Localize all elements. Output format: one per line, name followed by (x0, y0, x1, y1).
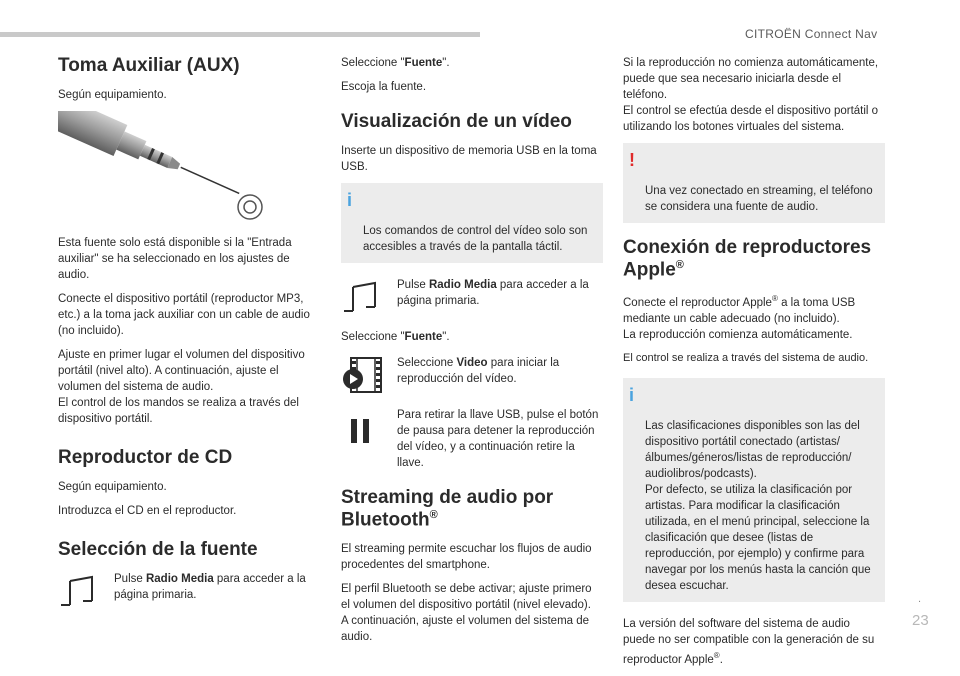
source-title: Selección de la fuente (58, 538, 258, 560)
column-2 (341, 55, 603, 653)
page-dot: . (918, 593, 922, 605)
bluetooth-paragraph-2: El perfil Bluetooth se debe activar; ajuste primero el volumen del dispositivo portátil (nivel elevado). A continuación, ajuste el volumen del sistema de audio. (341, 582, 592, 643)
pause-icon (341, 415, 385, 455)
cd-equipment: Según equipamiento. (58, 480, 167, 493)
cd-title: Reproductor de CD (58, 446, 233, 468)
aux-jack-illustration (58, 111, 268, 221)
page-number: 23 (912, 612, 929, 629)
apple-paragraph-2: El control se realiza a través del sistema de audio. (623, 351, 869, 364)
aux-paragraph-2: Conecte el dispositivo portátil (reproductor MP3, etc.) a la toma jack auxiliar con un cable de audio (no incluido). (58, 292, 310, 337)
column-1 (58, 55, 320, 623)
music-note-icon (58, 571, 102, 611)
header-bar (0, 32, 480, 37)
cd-paragraph: Introduzca el CD en el reproductor. (58, 504, 237, 517)
streaming-warning-note: ! Una vez conectado en streaming, el teléfono se considera una fuente de audio. (623, 143, 885, 223)
aux-equipment: Según equipamiento. (58, 88, 167, 101)
source-instruction: Pulse Radio Media para acceder a la página primaria. (114, 572, 306, 601)
apple-paragraph-1: Conecte el reproductor Apple® a la toma USB mediante un cable adecuado (no incluido). La reproducción comienza automáticamente. (623, 294, 856, 341)
warning-icon: ! (629, 150, 635, 170)
apple-title: Conexión de reproductores Apple® (623, 237, 872, 281)
video-paragraph: Inserte un dispositivo de memoria USB en la toma USB. (341, 144, 597, 173)
music-note-icon (341, 277, 385, 317)
video-start-instruction: Seleccione Video para iniciar la reproducción del vídeo. (397, 356, 560, 385)
aux-paragraph-3: Ajuste en primer lugar el volumen del dispositivo portátil (nivel alto). A continuación, ajuste el volumen del sistema de audio. El control de los mandos se realiza a través del dispositivo portátil. (58, 348, 305, 425)
column-3 (623, 55, 885, 676)
source-step (58, 571, 320, 611)
bluetooth-paragraph-1: El streaming permite escuchar los flujos de audio procedentes del smartphone. (341, 542, 592, 571)
video-info-note: i Los comandos de control del vídeo solo son accesibles a través de la pantalla táctil. (341, 183, 603, 263)
info-icon: i (629, 384, 635, 405)
aux-paragraph-1: Esta fuente solo está disponible si la "Entrada auxiliar" se ha seleccionado en los ajustes de audio. (58, 236, 292, 281)
streaming-paragraph: Si la reproducción no comienza automáticamente, puede que sea necesario iniciarla desde el teléfono. El control se efectúa desde el dispositivo portátil o utilizando los botones virtuales del sistema. (623, 57, 879, 133)
apple-paragraph-3: La versión del software del sistema de audio puede no ser compatible con la generación de su reproductor Apple®. (623, 617, 875, 666)
choose-source-line: Escoja la fuente. (341, 81, 427, 93)
header-title: CITROËN Connect Nav (745, 27, 878, 41)
apple-info-note: i Las clasificaciones disponibles son las del dispositivo portátil conectado (artistas/ álbumes/géneros/listas de reproducción/ audiolibros/podcasts). Por defecto, se utiliza la clasificación por artistas. Para modificar la clasificación utilizada, en el menú principal, seleccione la clasificación que desee (listas de reproducción, por ejemplo) y confirme para navegar por los menús hasta la canción que desea escuchar. (623, 378, 885, 602)
video-radio-media-instruction: Pulse Radio Media para acceder a la página primaria. (397, 278, 589, 307)
video-step-video (341, 355, 603, 395)
video-step-pause (341, 407, 603, 471)
video-step-radio-media (341, 277, 603, 317)
select-source-line-2: Seleccione "Fuente". (341, 330, 450, 343)
pause-instruction: Para retirar la llave USB, pulse el botón de pausa para detener la reproducción del vídeo, y a continuación retire la llave. (397, 408, 599, 469)
select-source-line: Seleccione "Fuente". (341, 57, 450, 69)
aux-title: Toma Auxiliar (AUX) (58, 55, 240, 76)
bluetooth-title: Streaming de audio por Bluetooth® (341, 486, 554, 531)
video-title: Visualización de un vídeo (341, 111, 572, 132)
info-icon: i (347, 189, 353, 210)
video-play-icon (341, 355, 385, 395)
